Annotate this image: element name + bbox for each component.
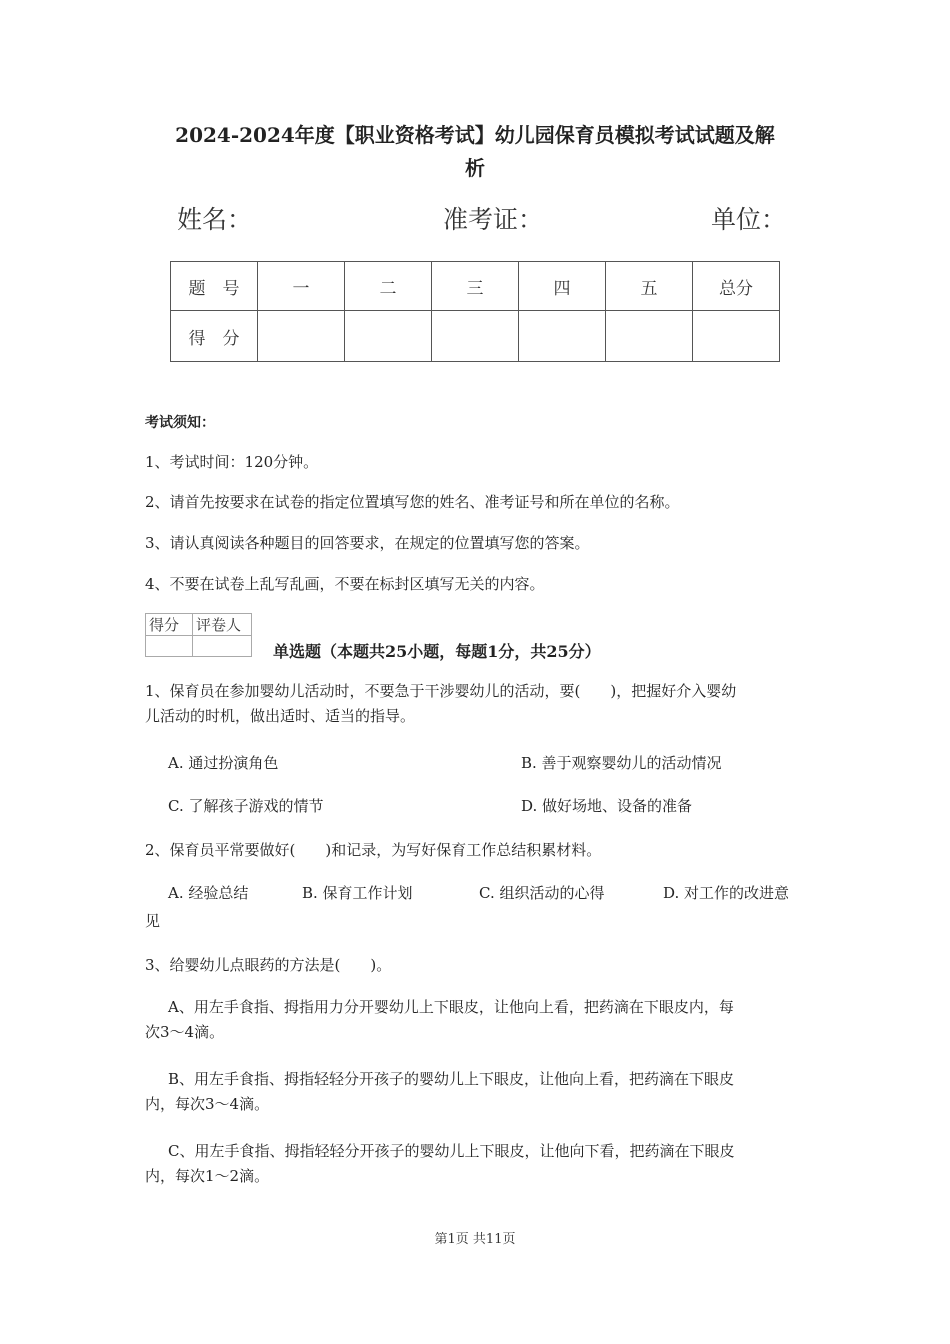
section-title: 单选题（本题共25小题，每题1分，共25分） — [273, 642, 601, 661]
q3-option-b-line-2: 内，每次3～4滴。 — [145, 1095, 270, 1113]
q1-option-c[interactable]: C. 了解孩子游戏的情节 — [168, 797, 324, 815]
notice-item: 4、不要在试卷上乱写乱画，不要在标封区填写无关的内容。 — [145, 575, 545, 593]
notice-heading: 考试须知： — [145, 415, 215, 431]
score-cell[interactable] — [432, 311, 519, 362]
grader-reviewer-label: 评卷人 — [193, 614, 252, 636]
q3-option-a-line-2: 次3～4滴。 — [145, 1023, 225, 1041]
score-table-header-row — [171, 262, 780, 311]
notice-item: 3、请认真阅读各种题目的回答要求，在规定的位置填写您的答案。 — [145, 534, 590, 552]
q3-option-c-line-1: C、用左手食指、拇指轻轻分开孩子的婴幼儿上下眼皮，让他向下看，把药滴在下眼皮 — [168, 1142, 735, 1160]
grader-reviewer-cell[interactable] — [193, 636, 252, 657]
score-table-header: 五 — [606, 262, 693, 311]
q1-option-d[interactable]: D. 做好场地、设备的准备 — [521, 797, 693, 815]
page-footer: 第1页 共11页 — [434, 1232, 516, 1247]
candidate-info — [0, 200, 950, 240]
q2-option-a[interactable]: A. 经验总结 — [168, 884, 249, 902]
q3-option-c-line-2: 内，每次1～2滴。 — [145, 1167, 270, 1185]
q3-option-b[interactable] — [145, 1067, 810, 1117]
exam-id-label: 准考证： — [443, 205, 544, 234]
score-table-header: 总分 — [693, 262, 780, 311]
score-table-header: 题 号 — [171, 262, 258, 311]
title-line-2: 析 — [465, 156, 485, 180]
score-table-header: 二 — [345, 262, 432, 311]
title-line-1: 2024-2024年度【职业资格考试】幼儿园保育员模拟考试试题及解 — [175, 123, 775, 147]
question-1-line-2: 儿活动的时机，做出适时、适当的指导。 — [145, 707, 416, 725]
q1-option-b[interactable]: B. 善于观察婴幼儿的活动情况 — [521, 754, 722, 772]
q2-option-d-continued: 见 — [145, 912, 161, 930]
question-1-line-1: 1、保育员在参加婴幼儿活动时，不要急于干涉婴幼儿的活动，要( )，把握好介入婴幼 — [145, 682, 737, 700]
score-table-header: 四 — [519, 262, 606, 311]
q1-option-a[interactable]: A. 通过扮演角色 — [168, 754, 279, 772]
q3-option-a[interactable] — [145, 995, 810, 1045]
score-cell[interactable] — [606, 311, 693, 362]
notice-item: 2、请首先按要求在试卷的指定位置填写您的姓名、准考证号和所在单位的名称。 — [145, 493, 680, 511]
grader-box — [145, 613, 252, 657]
score-table-header: 一 — [258, 262, 345, 311]
score-table-header: 三 — [432, 262, 519, 311]
score-cell[interactable] — [693, 311, 780, 362]
q3-option-b-line-1: B、用左手食指、拇指轻轻分开孩子的婴幼儿上下眼皮，让他向上看，把药滴在下眼皮 — [168, 1070, 735, 1088]
grader-score-cell[interactable] — [146, 636, 193, 657]
score-cell[interactable] — [345, 311, 432, 362]
grader-score-label: 得分 — [146, 614, 193, 636]
name-label: 姓名： — [177, 205, 253, 234]
q2-option-b[interactable]: B. 保育工作计划 — [302, 884, 413, 902]
q2-option-c[interactable]: C. 组织活动的心得 — [479, 884, 605, 902]
question-3: 3、给婴幼儿点眼药的方法是( )。 — [145, 956, 392, 974]
score-cell[interactable] — [519, 311, 606, 362]
question-1 — [145, 679, 810, 729]
score-row-label: 得 分 — [171, 311, 258, 362]
notice-item: 1、考试时间：120分钟。 — [145, 453, 319, 471]
score-table — [170, 261, 780, 362]
q2-option-d[interactable]: D. 对工作的改进意 — [663, 884, 790, 902]
unit-label: 单位： — [711, 205, 787, 234]
score-cell[interactable] — [258, 311, 345, 362]
question-2: 2、保育员平常要做好( )和记录，为写好保育工作总结积累材料。 — [145, 841, 602, 859]
score-table-score-row — [171, 311, 780, 362]
document-title — [130, 119, 820, 185]
q3-option-c[interactable] — [145, 1139, 810, 1189]
q3-option-a-line-1: A、用左手食指、拇指用力分开婴幼儿上下眼皮，让他向上看，把药滴在下眼皮内，每 — [168, 998, 734, 1016]
